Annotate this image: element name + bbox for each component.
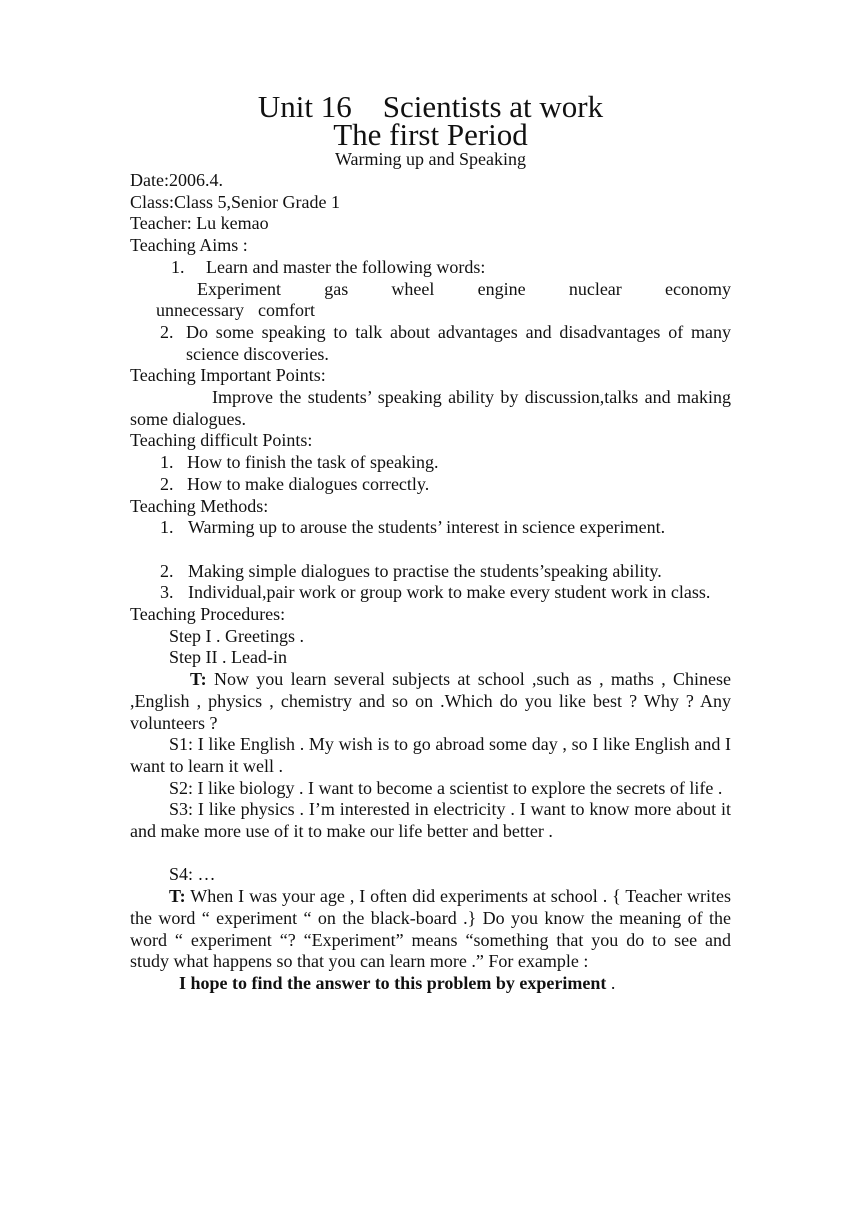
lesson-subtitle: Warming up and Speaking [334,149,526,169]
document-page [130,89,731,995]
vocab-word: nuclear [568,278,622,299]
list-text: Individual,pair work or group work to make every student work in class. [188,582,711,603]
list-number: 2. [160,560,174,581]
vocab-word: engine [477,278,526,299]
student-speech-1: S1: I like English . My wish is to go abroad some day , so I like English and I want to learn it well . [130,734,731,776]
vocab-word: economy [665,278,731,299]
methods-heading: Teaching Methods: [130,495,269,516]
list-number: 2. [160,321,174,342]
teacher-speech-1 [130,669,731,734]
methods-item-2 [130,561,731,583]
procedures-heading: Teaching Procedures: [130,604,286,625]
aims-item-1 [130,257,731,279]
difficult-heading: Teaching difficult Points: [130,430,313,451]
list-number: 1. [160,452,174,473]
example-sentence [130,973,731,995]
vocab-word: unnecessary [156,300,244,321]
blank-line [130,539,731,561]
list-number: 1. [171,256,185,277]
teacher-line: Teacher: Lu kemao [130,213,269,234]
date-line: Date:2006.4. [130,170,223,190]
list-text: Making simple dialogues to practise the students’speaking ability. [188,560,662,581]
difficult-item-2 [130,474,731,496]
important-text: Improve the students’ speaking ability by discussion,talks and making some dialogues. [130,387,731,429]
example-bold-text: I hope to find the answer to this problem by experiment [179,972,607,993]
speaker-label: T: [190,669,207,690]
example-end: . [606,972,616,993]
student-speech-2: S2: I like biology . I want to become a scientist to explore the secrets of life . [169,777,723,798]
class-line: Class:Class 5,Senior Grade 1 [130,191,340,212]
list-number: 3. [160,582,174,603]
methods-item-3 [130,582,731,604]
speech-text: When I was your age , I often did experiments at school . { Teacher writes the word “ experiment “ on the black-board .} Do you know the meaning of the word “ experiment “? “Experiment” means “something that you do to see and study what happens so that you can learn more .” For example : [130,886,731,972]
list-number: 1. [160,517,174,538]
blank-line [130,843,731,865]
list-text: Warming up to arouse the students’ interest in science experiment. [188,517,666,538]
list-text: Learn and master the following words: [206,256,486,277]
difficult-item-1 [130,452,731,474]
vocab-word: gas [324,278,349,299]
list-text: Do some speaking to talk about advantages and disadvantages of many science discoveries. [186,321,731,364]
step-1: Step I . Greetings . [169,625,304,646]
teacher-speech-2 [130,886,731,973]
list-text: How to make dialogues correctly. [187,473,430,494]
student-speech-3: S3: I like physics . I’m interested in electricity . I want to know more about it and make more use of it to make our life better and better . [130,799,731,842]
list-number: 2. [160,473,174,494]
period-title: The first Period [333,117,528,152]
aims-heading: Teaching Aims : [130,235,248,256]
speaker-label: T: [169,886,186,907]
list-text: How to finish the task of speaking. [187,452,439,473]
step-2: Step II . Lead-in [169,647,287,668]
vocab-word: wheel [391,278,435,299]
aims-item-2 [130,322,731,365]
vocab-word: comfort [257,300,315,321]
speech-text: Now you learn several subjects at school ,such as , maths , Chinese ,English , physics , chemistry and so on .Which do you like best ? Why ? Any volunteers ? [130,669,731,733]
student-speech-4: S4: … [169,864,216,885]
vocabulary-words [130,279,731,301]
unit-title: Unit 16 Scientists at work [257,89,604,124]
vocabulary-words-2 [130,300,731,322]
vocab-word: Experiment [197,278,281,299]
important-heading: Teaching Important Points: [130,365,326,386]
methods-item-1 [130,517,731,539]
